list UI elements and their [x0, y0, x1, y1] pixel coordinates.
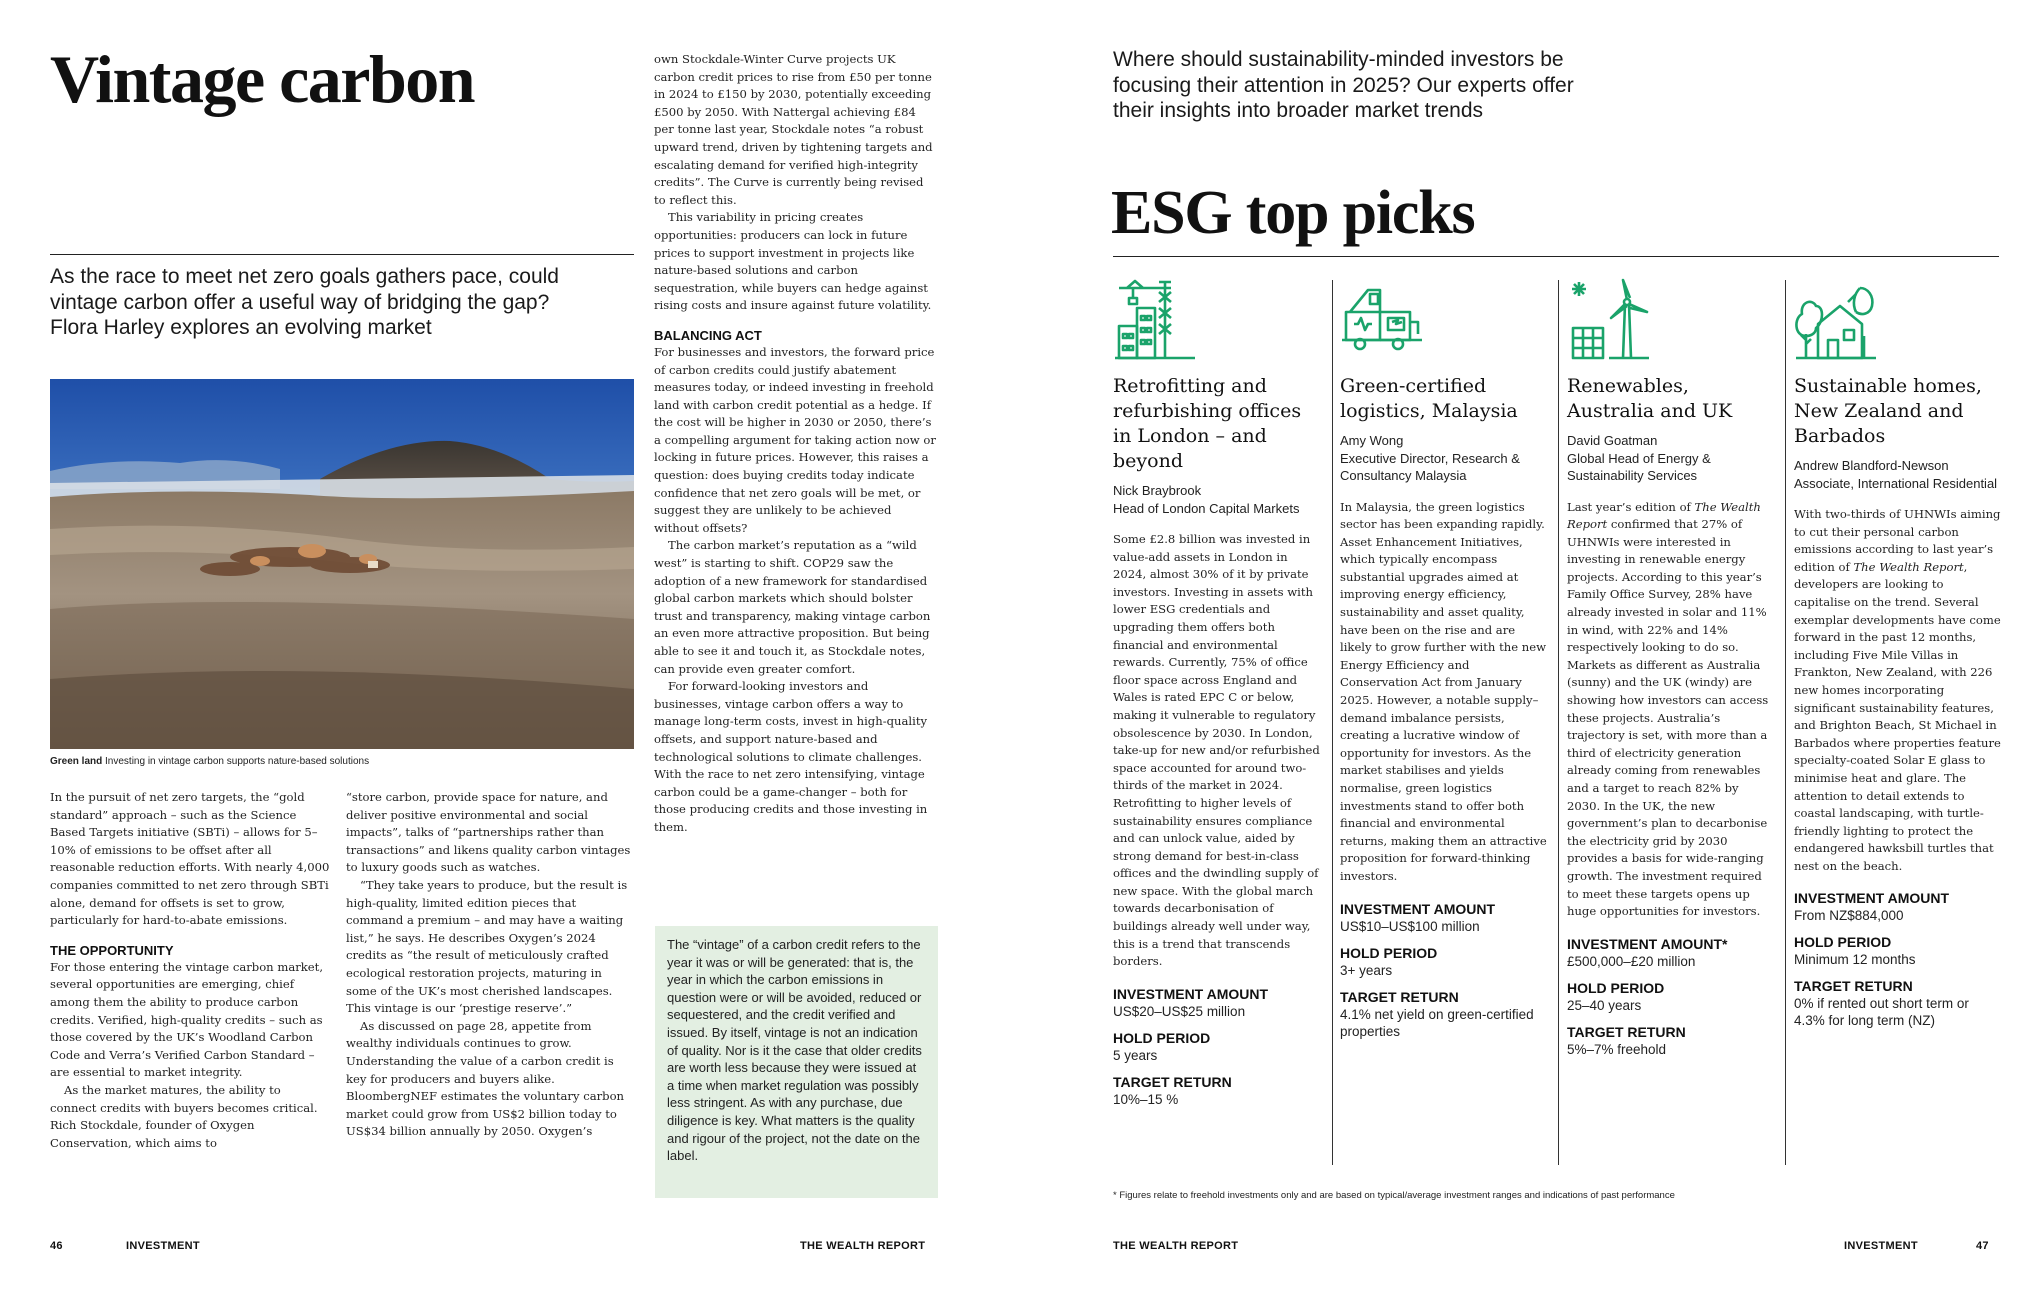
landscape-illustration: [50, 379, 634, 749]
paragraph: This variability in pricing creates opportunities: producers can lock in future prices to support investment in projects like nature-based solutions and carbon sequestration, while buyers can hedge against rising costs and insure against future volatility.: [654, 210, 932, 313]
pick-stats: [1567, 935, 1775, 1058]
hold-period-value: 25–40 years: [1567, 997, 1642, 1013]
paragraph: “They take years to produce, but the result is high-quality, limited edition pieces that command a premium – and may have a waiting list,” he says. He describes Oxygen’s 2024 credits as “the result of meticulously crafted ecological restoration projects, maturing in some of the UK’s most cherished landscapes. This vintage is our ‘prestige reserve’.”: [346, 877, 628, 1016]
investment-amount-value: £500,000–£20 million: [1567, 953, 1696, 969]
expert-name: Nick Braybrook: [1113, 483, 1202, 498]
pick-text-body: , developers are looking to capitalise on the trend. Several exemplar developments have come forward in the past 12 months, including Five Mile Villas in Frankton, New Zealand, with 226 new homes incorporating significant sustainability features, and Brighton Beach, St Michael in Barbados where properties feature specialty-coated Solar E glass to minimise heat and glare. The attention to detail extends to coastal landscaping, with turtle-friendly lighting to protect the endangered hawksbill turtles that nest on the beach.: [1794, 559, 2001, 873]
pick-stats: [1794, 889, 2002, 1029]
investment-amount-value: US$20–US$25 million: [1113, 1003, 1246, 1019]
section-heading: BALANCING ACT: [654, 327, 762, 343]
sidebar-box-text: The “vintage” of a carbon credit refers to the year it was or will be generated: that is, the year in which the carbon emissions in question were or will be avoided, reduced or sequestered, and the credit verified and issued. By itself, vintage is not an indication of quality. Nor is it the case that older credits are worth less because they were issued at a time when market regulation was possibly less stringent. As with any purchase, due diligence is key. What matters is the quality and rigour of the project, not the date on the label.: [667, 937, 922, 1164]
paragraph: For those entering the vintage carbon market, several opportunities are emerging, chief among them the ability to produce carbon credits. Verified, high-quality credits – such as those covered by the UK’s Woodland Carbon Code and Verra’s Verified Carbon Standard – are essential to market integrity.: [50, 959, 324, 1080]
article-column-2: [346, 789, 636, 1141]
building-crane-icon: [1113, 278, 1197, 362]
pick-title: Sustainable homes, New Zealand and Barbados: [1794, 375, 1982, 447]
pick-card: [1113, 278, 1321, 1108]
section-label-left: INVESTMENT: [126, 1240, 200, 1252]
expert-info: [1113, 482, 1321, 517]
target-return-value: 0% if rented out short term or 4.3% for long term (NZ): [1794, 996, 1969, 1029]
title-rule: [1113, 256, 1999, 257]
hold-period-label: HOLD PERIOD: [1340, 944, 1438, 961]
expert-name: Amy Wong: [1340, 433, 1404, 448]
wind-solar-icon: [1567, 278, 1651, 362]
ev-truck-icon: [1340, 278, 1424, 362]
caption-label: Green land: [50, 756, 103, 767]
pick-title: Retrofitting and refurbishing offices in London – and beyond: [1113, 375, 1302, 472]
hold-period-value: Minimum 12 months: [1794, 952, 1916, 968]
hold-period-value: 5 years: [1113, 1047, 1158, 1063]
sidebar-box: [655, 926, 938, 1198]
pick-text: [1794, 506, 2002, 875]
target-return-label: TARGET RETURN: [1567, 1023, 1686, 1040]
pick-text-body: confirmed that 27% of UHNWIs were interested in investing in renewable energy projects. According to this year’s Family Office Survey, 28% have already invested in solar and 11% in wind, with 22% and 14% respectively looking to do so. Markets as different as Australia (sunny) and the UK (windy) are showing how investors can access these projects. Australia’s trajectory is set, with more than a third of electricity generation already coming from renewables and a target to reach 82% by 2030. In the UK, the new government’s plan to decarbonise the electricity grid by 2030 provides a basis for wide-ranging growth. The investment required to meet these targets opens up huge opportunities for investors.: [1567, 517, 1769, 919]
section-label-right: INVESTMENT: [1844, 1240, 1918, 1252]
paragraph: The carbon market’s reputation as a “wild west” is starting to shift. COP29 saw the adoption of a new framework for standardised global carbon markets which should bolster trust and transparency, making vintage carbon an even more attractive proposition. But being able to see it and touch it, as Stockdale notes, can provide even greater comfort.: [654, 538, 931, 676]
pick-text-lead: With two-thirds of UHNWIs aiming to cut their personal carbon emissions according to last year’s edition of: [1794, 507, 2001, 574]
paragraph: As discussed on page 28, appetite from wealthy individuals continues to grow. Understanding the value of a carbon credit is key for producers and buyers alike. BloombergNEF estimates the voluntary carbon market could grow from US$2 billion today to US$34 billion annually by 2050. Oxygen’s: [346, 1018, 625, 1139]
publication-title: The Wealth Report: [1853, 559, 1964, 574]
eco-house-icon: [1794, 278, 1878, 362]
publication-title: The Wealth Report: [1567, 499, 1761, 532]
expert-role: Associate, International Residential: [1794, 475, 1998, 491]
investment-amount-label: INVESTMENT AMOUNT*: [1567, 935, 1728, 952]
hold-period-label: HOLD PERIOD: [1567, 979, 1665, 996]
pick-card: [1340, 278, 1548, 1040]
hold-period-label: HOLD PERIOD: [1794, 934, 1892, 951]
column-divider: [1785, 280, 1786, 1165]
pick-text: [1567, 499, 1775, 921]
target-return-value: 5%–7% freehold: [1567, 1041, 1667, 1057]
page-number-left: 46: [50, 1240, 63, 1252]
page-number-right: 47: [1976, 1240, 1989, 1252]
target-return-value: 4.1% net yield on green-certified properties: [1340, 1006, 1534, 1039]
page-title: ESG top picks: [1111, 179, 1475, 247]
target-return-label: TARGET RETURN: [1340, 988, 1459, 1005]
photo-caption: [50, 756, 369, 767]
hold-period-label: HOLD PERIOD: [1113, 1029, 1211, 1046]
expert-info: [1567, 432, 1775, 485]
pick-text: Some £2.8 billion was invested in value-add assets in London in 2024, almost 30% of it by private investors. Investing in assets with lower ESG credentials and upgrading them offers both financial and environmental rewards. Currently, 75% of office floor space across England and Wales is rated EPC C or below, making it vulnerable to regulatory obsolescence by 2030. In London, take-up for new and/or refurbished space accounted for around two-thirds of the market in 2024. Retrofitting to higher levels of sustainability ensures compliance and can unlock value, aided by strong demand for best-in-class offices and the dwindling supply of new space. With the global march towards decarbonisation of buildings already well under way, this is a trend that transcends borders.: [1113, 532, 1320, 969]
target-return-label: TARGET RETURN: [1113, 1073, 1232, 1090]
investment-amount-label: INVESTMENT AMOUNT: [1340, 900, 1496, 917]
pick-title: Renewables, Australia and UK: [1567, 375, 1733, 422]
target-return-label: TARGET RETURN: [1794, 978, 1913, 995]
publication-label-left: THE WEALTH REPORT: [800, 1240, 926, 1252]
paragraph: For businesses and investors, the forward price of carbon credits could justify abatement measures today, or indeed investing in freehold land with carbon credit potential as a hedge. If the cost will be higher in 2030 or 2050, there’s a compelling argument for taking action now or locking in future prices. However, this raises a question: does buying credits today indicate confidence that net zero goals will be met, or suggest they are unlikely to be achieved without offsets?: [654, 344, 936, 535]
expert-name: David Goatman: [1567, 433, 1658, 448]
section-heading: THE OPPORTUNITY: [50, 942, 174, 958]
paragraph: “store carbon, provide space for nature, and deliver positive environmental and social impacts”, talks of “partnerships rather than transactions” and likens quality carbon vintages to luxury goods such as watches.: [346, 790, 631, 875]
standfirst: As the race to meet net zero goals gathers pace, could vintage carbon offer a useful way of bridging the gap? Flora Harley explores an evolving market: [50, 265, 559, 339]
intro-text: Where should sustainability-minded investors be focusing their attention in 2025? Our experts offer their insights into broader market trends: [1113, 48, 1574, 122]
footnote: * Figures relate to freehold investments only and are based on typical/average investment ranges and indications of past performance: [1113, 1190, 1675, 1201]
investment-amount-label: INVESTMENT AMOUNT: [1113, 985, 1269, 1002]
hold-period-value: 3+ years: [1340, 962, 1393, 978]
investment-amount-value: From NZ$884,000: [1794, 908, 1904, 924]
pick-title: Green-certified logistics, Malaysia: [1340, 375, 1518, 422]
expert-info: [1794, 457, 2002, 492]
expert-info: [1340, 432, 1548, 485]
article-column-3: [654, 51, 936, 837]
title-rule: [50, 254, 634, 255]
article-title: Vintage carbon: [50, 41, 475, 117]
expert-role: Head of London Capital Markets: [1113, 500, 1300, 516]
pick-card: [1567, 278, 1775, 1058]
pick-stats: [1340, 900, 1548, 1040]
paragraph: As the market matures, the ability to connect credits with buyers becomes critical. Rich Stockdale, founder of Oxygen Conservation, which aims to: [50, 1082, 318, 1150]
pick-card: [1794, 278, 2002, 1029]
pick-text: In Malaysia, the green logistics sector has been expanding rapidly. Asset Enhancement Initiatives, which typically encompass substantial upgrades aimed at improving energy efficiency, sustainability and asset quality, have been on the rise and are likely to grow further with the new Energy Efficiency and Conservation Act from January 2025. However, a notable supply–demand imbalance persists, creating a lucrative window of opportunity for investors. As the market stabilises and yields normalise, green logistics investments stand to offer both financial and environmental returns, making them an attractive proposition for forward-thinking investors.: [1340, 499, 1547, 883]
article-column-1: [50, 789, 330, 1152]
caption-text: Investing in vintage carbon supports nature-based solutions: [105, 756, 370, 767]
column-divider: [1558, 280, 1559, 1165]
investment-amount-label: INVESTMENT AMOUNT: [1794, 890, 1950, 907]
expert-role: Executive Director, Research & Consultancy Malaysia: [1340, 450, 1520, 483]
pick-text-lead: Last year’s edition of: [1567, 499, 1695, 514]
pick-stats: [1113, 985, 1321, 1108]
expert-role: Global Head of Energy & Sustainability Services: [1567, 450, 1711, 483]
paragraph: For forward-looking investors and businesses, vintage carbon offers a way to manage long-term costs, invest in high-quality offsets, and support nature-based and technological solutions to climate challenges. With the race to net zero intensifying, vintage carbon could be a game-changer – both for those producing credits and those investing in them.: [654, 679, 928, 834]
target-return-value: 10%–15 %: [1113, 1091, 1179, 1107]
paragraph: own Stockdale-Winter Curve projects UK carbon credit prices to rise from £50 per tonne in 2024 to £150 by 2030, potentially exceeding £500 by 2050. With Nattergal achieving £84 per tonne last year, Stockdale notes “a robust upward trend, driven by tightening targets and escalating demand for verified high-integrity credits”. The Curve is currently being revised to reflect this.: [654, 52, 933, 207]
investment-amount-value: US$10–US$100 million: [1340, 918, 1480, 934]
publication-label-right: THE WEALTH REPORT: [1113, 1240, 1239, 1252]
expert-name: Andrew Blandford-Newson: [1794, 458, 1949, 473]
paragraph: In the pursuit of net zero targets, the “gold standard” approach – such as the Science Based Targets initiative (SBTi) – allows for 5–10% of emissions to be offset after all reasonable reduction efforts. With nearly 4,000 companies committed to net zero through SBTi alone, demand for offsets is set to grow, particularly for hard-to-abate emissions.: [50, 790, 330, 928]
column-divider: [1332, 280, 1333, 1165]
hero-photo: [50, 379, 634, 749]
